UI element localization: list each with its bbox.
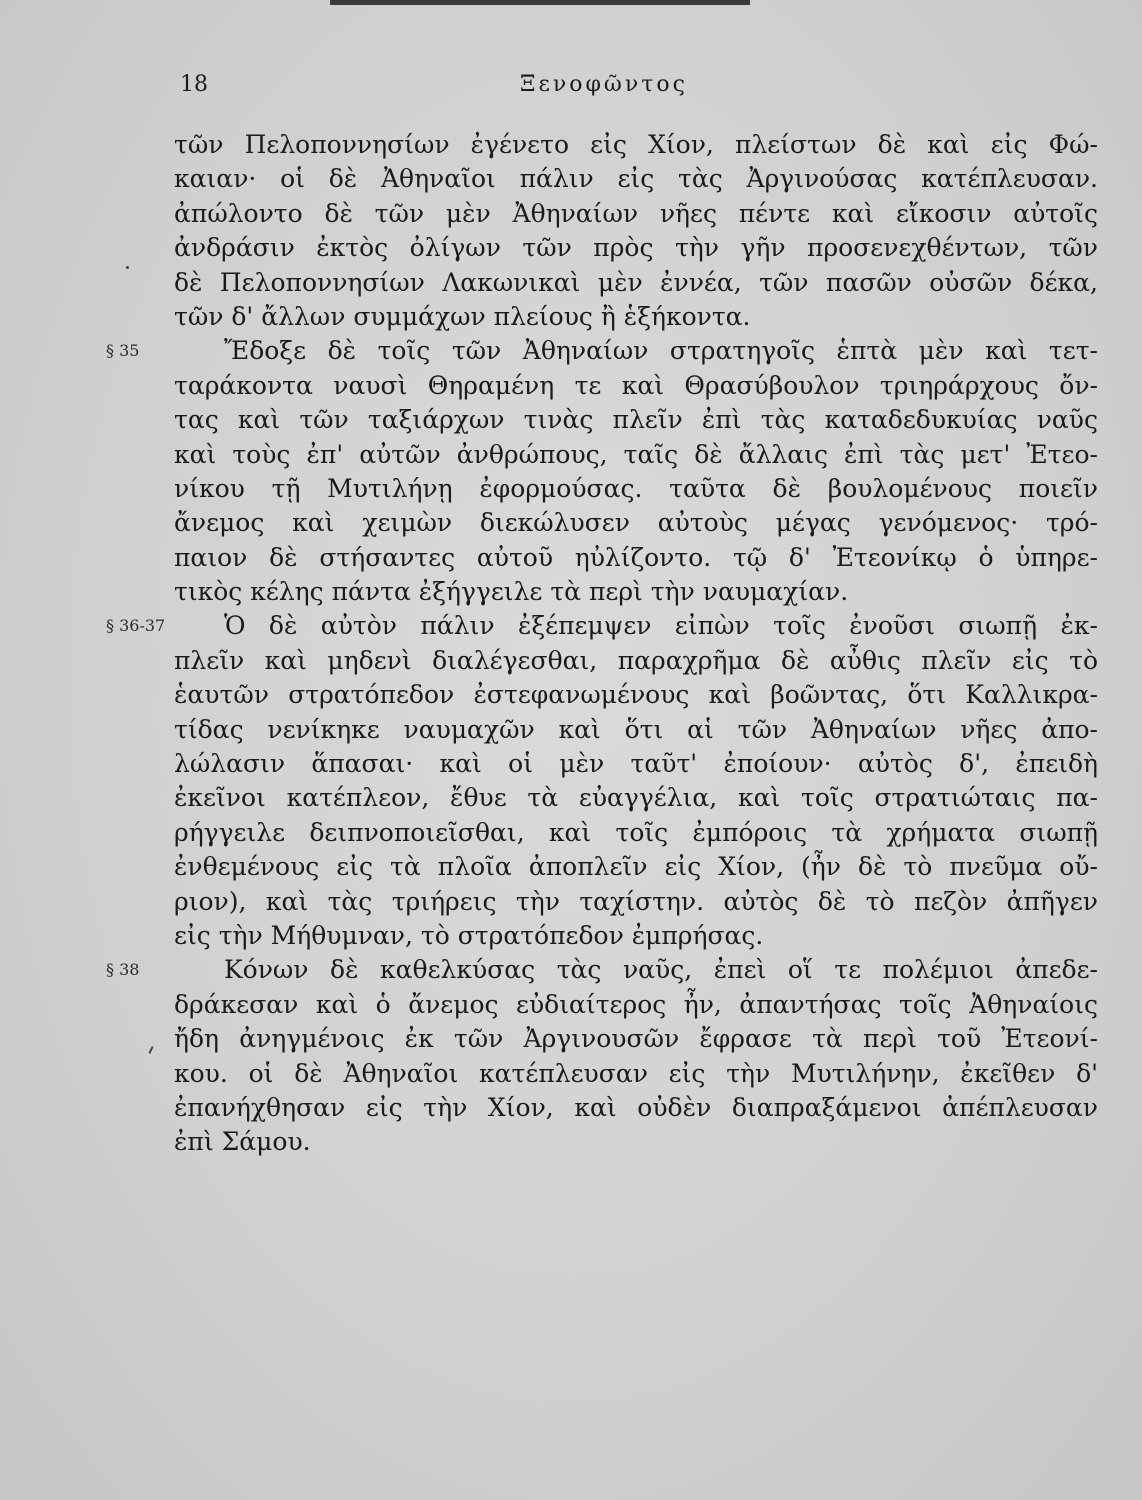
paragraph-first-line xyxy=(106,953,1098,987)
section-reference: § 38 xyxy=(106,960,140,980)
text-line: τῶν Πελοποννησίων ἐγένετο εἰς Χίον, πλείστων δὲ καὶ εἰς Φώ- xyxy=(174,130,1098,159)
text-line: ἐκεῖνοι κατέπλεον, ἔθυε τὰ εὐαγγέλια, καὶ τοῖς στρατιώταις πα- xyxy=(174,783,1098,813)
text-line: ἐνθεμένους εἰς τὰ πλοῖα ἀποπλεῖν εἰς Χίον, (ἦν δὲ τὸ πνεῦμα οὔ- xyxy=(174,852,1098,882)
text-line: καιαν· οἱ δὲ Ἀθηναῖοι πάλιν εἰς τὰς Ἀργινούσας κατέπλευσαν. xyxy=(174,164,1098,194)
page-number: 18 xyxy=(180,72,208,97)
section-reference: § 35 xyxy=(106,341,140,361)
text-line: τας καὶ τῶν ταξιάρχων τινὰς πλεῖν ἐπὶ τὰς καταδεδυκυίας ναῦς xyxy=(174,405,1098,435)
text-line: ταράκοντα ναυσὶ Θηραμένη τε καὶ Θρασύβουλον τριηράρχους ὄν- xyxy=(174,370,1098,400)
text-line: λώλασιν ἅπασαι· καὶ οἱ μὲν ταῦτ' ἐποίουν· αὐτὸς δ', ἐπειδὴ xyxy=(174,749,1098,779)
text-line: ριον), καὶ τὰς τριήρεις τὴν ταχίστην. αὐτὸς δὲ τὸ πεζὸν ἀπῆγεν xyxy=(174,886,1098,916)
scan-speck xyxy=(126,266,129,269)
text-line: κου. οἱ δὲ Ἀθηναῖοι κατέπλευσαν εἰς τὴν Μυτιλήνην, ἐκεῖθεν δ' xyxy=(174,1058,1098,1088)
scan-top-edge xyxy=(330,0,750,5)
text-line: ἑαυτῶν στρατόπεδον ἐστεφανωμένους καὶ βοῶντας, ὅτι Καλλικρα- xyxy=(174,680,1098,710)
paragraph xyxy=(174,128,1098,334)
paragraph-first-line xyxy=(106,609,1098,643)
text-line: ἐπανήχθησαν εἰς τὴν Χίον, καὶ οὐδὲν διαπραξάμενοι ἀπέπλευσαν xyxy=(174,1092,1098,1122)
text-line: παιον δὲ στήσαντες αὐτοῦ ηὐλίζοντο. τῷ δ' Ἐτεονίκῳ ὁ ὑπηρε- xyxy=(174,542,1098,572)
text-line: ἐπὶ Σάμου. xyxy=(174,1127,311,1157)
main-text xyxy=(106,128,1098,1160)
paragraph xyxy=(106,334,1098,609)
text-line: Κόνων δὲ καθελκύσας τὰς ναῦς, ἐπεὶ οἵ τε πολέμιοι ἀπεδε- xyxy=(224,955,1098,985)
text-line: Ὁ δὲ αὐτὸν πάλιν ἐξέπεμψεν εἰπὼν τοῖς ἐνοῦσι σιωπῇ ἐκ- xyxy=(224,611,1098,641)
text-line: τῶν δ' ἄλλων συμμάχων πλείους ἢ ἑξήκοντα. xyxy=(174,301,751,331)
text-line: πλεῖν καὶ μηδενὶ διαλέγεσθαι, παραχρῆμα δὲ αὖθις πλεῖν εἰς τὸ xyxy=(174,645,1098,675)
page-header xyxy=(0,70,1142,106)
text-line: ἤδη ἀνηγμένοις ἐκ τῶν Ἀργινουσῶν ἔφρασε τὰ περὶ τοῦ Ἐτεονί- xyxy=(174,1024,1098,1054)
paragraph xyxy=(106,609,1098,953)
text-line: καὶ τοὺς ἐπ' αὐτῶν ἀνθρώπους, ταῖς δὲ ἄλλαις ἐπὶ τὰς μετ' Ἐτεο- xyxy=(174,439,1098,469)
text-line: ἀνδράσιν ἐκτὸς ὀλίγων τῶν πρὸς τὴν γῆν προσενεχθέντων, τῶν xyxy=(174,233,1098,263)
scan-speck xyxy=(148,1046,153,1054)
section-reference: § 36-37 xyxy=(106,616,166,636)
text-line: εἰς τὴν Μήθυμναν, τὸ στρατόπεδον ἐμπρήσας. xyxy=(174,920,764,950)
text-line: τικὸς κέλης πάντα ἐξήγγειλε τὰ περὶ τὴν ναυμαχίαν. xyxy=(174,577,849,607)
text-line: ρήγγειλε δειπνοποιεῖσθαι, καὶ τοῖς ἐμπόροις τὰ χρήματα σιωπῇ xyxy=(174,817,1098,847)
paragraph xyxy=(106,953,1098,1159)
text-line: τίδας νενίκηκε ναυμαχῶν καὶ ὅτι αἱ τῶν Ἀθηναίων νῆες ἀπο- xyxy=(174,714,1098,744)
text-line: ἀπώλοντο δὲ τῶν μὲν Ἀθηναίων νῆες πέντε καὶ εἴκοσιν αὐτοῖς xyxy=(174,198,1098,228)
text-line: δράκεσαν καὶ ὁ ἄνεμος εὐδιαίτερος ἦν, ἀπαντήσας τοῖς Ἀθηναίοις xyxy=(174,989,1098,1019)
text-line: νίκου τῇ Μυτιλήνῃ ἐφορμούσας. ταῦτα δὲ βουλομένους ποιεῖν xyxy=(174,473,1098,503)
text-line: ἄνεμος καὶ χειμὼν διεκώλυσεν αὐτοὺς μέγας γενόμενος· τρό- xyxy=(174,508,1098,538)
paragraph-first-line xyxy=(106,334,1098,368)
text-line: δὲ Πελοποννησίων Λακωνικαὶ μὲν ἐννέα, τῶν πασῶν οὐσῶν δέκα, xyxy=(174,267,1098,297)
text-line: Ἔδοξε δὲ τοῖς τῶν Ἀθηναίων στρατηγοῖς ἑπτὰ μὲν καὶ τετ- xyxy=(224,336,1098,366)
running-title: Ξενοφῶντος xyxy=(520,72,688,97)
